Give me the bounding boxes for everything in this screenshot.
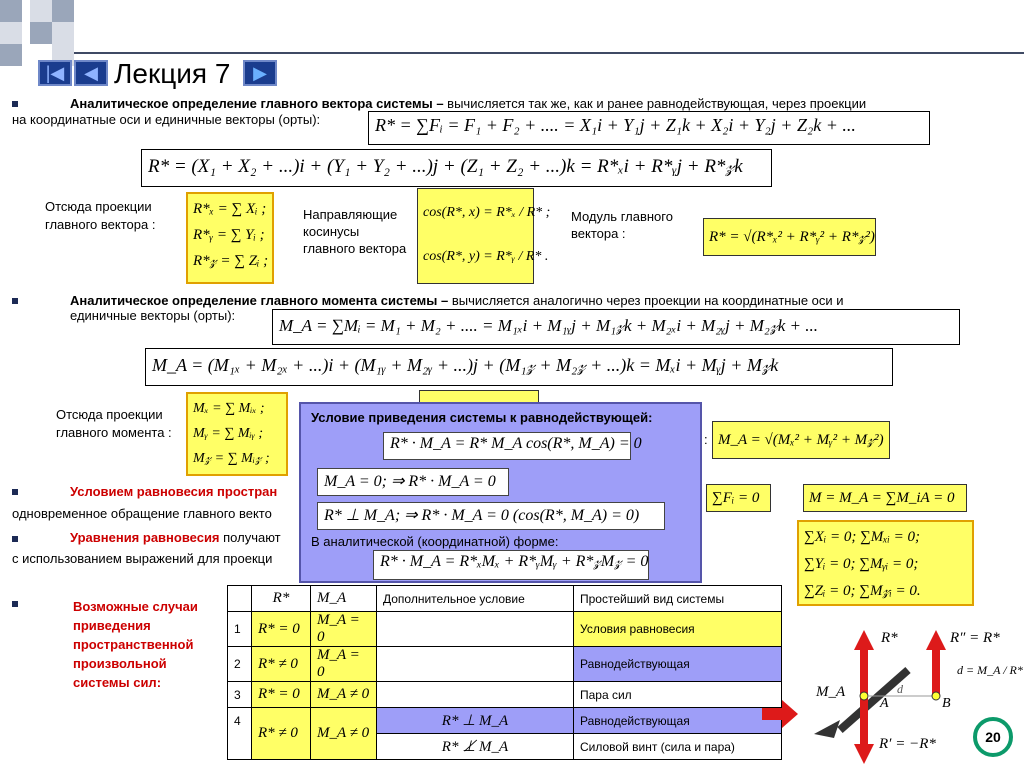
proj-z: R*𝓏 = ∑ Zᵢ ; <box>193 253 269 269</box>
table-cell: R* = 0 <box>252 682 311 708</box>
main-vector-sum-formula: R* = ∑Fᵢ = F₁ + F₂ + .... = X₁i + Y₁j + Z₁k + X₂i + Y₂j + Z₂k + ... <box>368 111 930 145</box>
bullet <box>12 536 18 542</box>
table-cell: Пара сил <box>574 682 782 708</box>
table-cell: 1 <box>228 612 252 647</box>
main-vector-grouped-formula: R* = (X₁ + X₂ + ...)i + (Y₁ + Y₂ + ...)j + (Z₁ + Z₂ + ...)k = R*ₓi + R*ᵧj + R*𝓏k <box>141 149 772 187</box>
eq-y: ∑Yᵢ = 0; ∑Mᵧᵢ = 0; <box>804 556 919 572</box>
proj-x: R*ₓ = ∑ Xᵢ ; <box>193 201 267 217</box>
cos-x: cos(R*, x) = R*ₓ / R* ; <box>423 205 551 220</box>
panel-formula-4: R* · M_A = R*ₓMₓ + R*ᵧMᵧ + R*𝓏M𝓏 = 0 <box>373 550 649 580</box>
table-row <box>228 647 782 682</box>
table-cell: M_A ≠ 0 <box>311 708 377 760</box>
table-row <box>228 708 782 734</box>
table-cell: 4 <box>228 708 252 760</box>
m-a-label: M_A <box>816 684 846 700</box>
r-star-arrowhead-icon <box>854 630 874 650</box>
point-a-label: A <box>880 696 889 711</box>
cases-label-line: пространственной <box>73 637 194 652</box>
cases-label-line: системы сил: <box>73 675 162 690</box>
section1-line2: на координатные оси и единичные векторы (орты): <box>12 112 321 127</box>
moment-arrowhead-icon <box>814 720 840 738</box>
panel-formula-2: M_A = 0; ⇒ R* · M_A = 0 <box>317 468 509 496</box>
section3-line2: одновременное обращение главного векто <box>12 506 272 521</box>
bullet <box>12 101 18 107</box>
table-cell: M_A = 0 <box>311 612 377 647</box>
table-header: Простейший вид системы <box>574 586 782 612</box>
cases-label-line: приведения <box>73 618 151 633</box>
point-a <box>860 692 868 700</box>
point-b <box>932 692 940 700</box>
main-moment-sum-formula: M_A = ∑Mᵢ = M₁ + M₂ + .... = M₁ₓi + M₁ᵧj + M₁𝓏k + M₂ₓi + M₂ᵧj + M₂𝓏k + ... <box>272 309 960 345</box>
section4-rest: получают <box>219 530 281 545</box>
mproj-x: Mₓ = ∑ Mᵢₓ ; <box>193 401 265 416</box>
r-prime-shaft <box>860 696 868 746</box>
moment-modulus-box: M_A = √(Mₓ² + Mᵧ² + M𝓏²) <box>712 421 890 459</box>
panel-coord-label: В аналитической (координатной) форме: <box>311 534 559 549</box>
section4-line2: с использованием выражений для проекци <box>12 551 273 566</box>
resultant-condition-panel <box>299 402 702 583</box>
section3-heading: Условием равновесия простран <box>70 484 278 499</box>
table-header <box>228 586 252 612</box>
mproj-y: Mᵧ = ∑ Mᵢᵧ ; <box>193 426 264 441</box>
modulus-label: Модуль главного вектора : <box>571 209 673 241</box>
moment-sum-box: M = M_A = ∑M_iA = 0 <box>803 484 967 512</box>
r-double-arrowhead-icon <box>926 630 946 650</box>
table-cell: 3 <box>228 682 252 708</box>
corner-square <box>30 22 52 44</box>
table-cell: R* = 0 <box>252 612 311 647</box>
vector-projections-label: Отсюда проекции главного вектора : <box>45 199 156 232</box>
bullet <box>12 298 18 304</box>
direction-cosines-label: Направляющие косинусы главного вектора <box>303 207 407 256</box>
section1-text <box>70 96 970 112</box>
point-b-label: B <box>942 696 951 711</box>
mproj-z: M𝓏 = ∑ Mᵢ𝓏 ; <box>193 451 270 466</box>
corner-square <box>0 44 22 66</box>
corner-square <box>52 0 74 22</box>
prev-slide-button[interactable]: ◀ <box>74 60 108 86</box>
page-number-badge: 20 <box>973 717 1013 757</box>
direction-cosines-box <box>417 188 551 284</box>
table-cell: R* ≠ 0 <box>252 647 311 682</box>
main-moment-grouped-formula: M_A = (M₁ₓ + M₂ₓ + ...)i + (M₁ᵧ + M₂ᵧ + ...)j + (M₁𝓏 + M₂𝓏 + ...)k = Mₓi + Mᵧj + M𝓏k <box>145 348 893 386</box>
vector-projections-box <box>186 192 274 284</box>
vector-modulus-box: R* = √(R*ₓ² + R*ᵧ² + R*𝓏²) <box>703 218 876 256</box>
proj-y: R*ᵧ = ∑ Yᵢ ; <box>193 227 265 243</box>
table-cell: R* ⊥ M_A <box>377 708 574 734</box>
corner-square <box>0 22 22 44</box>
moment-projections-box <box>186 392 288 476</box>
equilibrium-equations-box <box>797 520 974 606</box>
table-cell: R* ≠ 0 <box>252 708 311 760</box>
section1-heading: Аналитическое определение главного вектора системы – <box>70 96 444 111</box>
table-cell: M_A ≠ 0 <box>311 682 377 708</box>
table-cell: 2 <box>228 647 252 682</box>
section2-rest: вычисляется аналогично через проекции на координатные оси и <box>448 293 844 308</box>
section2-text <box>70 293 970 309</box>
panel-formula-1: R* · M_A = R* M_A cos(R*, M_A) = 0 <box>383 432 631 460</box>
panel-title: Условие приведения системы к равнодействующей: <box>311 410 653 425</box>
table-header: M_A <box>311 586 377 612</box>
table-row <box>228 682 782 708</box>
table-cell: M_A = 0 <box>311 647 377 682</box>
table-header: R* <box>252 586 311 612</box>
corner-square <box>30 0 52 22</box>
next-slide-button[interactable]: ▶ <box>243 60 277 86</box>
table-cell: Условия равновесия <box>574 612 782 647</box>
force-sum-box: ∑Fᵢ = 0 <box>706 484 771 512</box>
cases-label-line: произвольной <box>73 656 167 671</box>
corner-square <box>52 22 74 44</box>
first-slide-button[interactable]: |◀ <box>38 60 72 86</box>
cases-label-line: Возможные случаи <box>73 599 198 614</box>
r-double-shaft <box>932 648 940 696</box>
colon: : <box>704 432 708 447</box>
d-formula: d = M_A / R* <box>957 663 1023 677</box>
slide-title: Лекция 7 <box>114 58 231 89</box>
section2-line2: единичные векторы (орты): <box>70 308 236 323</box>
section2-heading: Аналитическое определение главного момента системы – <box>70 293 449 308</box>
corner-square <box>0 0 22 22</box>
table-cell <box>377 612 574 647</box>
table-cell: Равнодействующая <box>574 708 782 734</box>
table-header-row <box>228 586 782 612</box>
d-label: d <box>897 682 903 696</box>
moment-projections-label: Отсюда проекции главного момента : <box>56 407 172 440</box>
table-row <box>228 612 782 647</box>
cases-label <box>73 597 198 692</box>
header-line <box>74 52 1024 54</box>
section4-text <box>70 530 281 546</box>
r-star-shaft <box>860 648 868 696</box>
section1-rest: вычисляется так же, как и ранее равнодействующая, через проекции <box>443 96 867 111</box>
reduction-cases-table <box>227 585 782 760</box>
table-cell: Равнодействующая <box>574 647 782 682</box>
r-double-label: R″ = R* <box>950 630 1000 646</box>
table-cell <box>377 647 574 682</box>
eq-x: ∑Xᵢ = 0; ∑Mₓᵢ = 0; <box>804 529 921 545</box>
r-prime-label: R′ = −R* <box>879 736 936 752</box>
section4-heading: Уравнения равновесия <box>70 530 220 545</box>
r-star-label: R* <box>881 630 898 646</box>
table-cell: R* ⊥̸ M_A <box>377 734 574 760</box>
table-cell: Силовой винт (сила и пара) <box>574 734 782 760</box>
r-prime-arrowhead-icon <box>854 744 874 764</box>
eq-z: ∑Zᵢ = 0; ∑M𝓏ᵢ = 0. <box>804 583 921 599</box>
cos-y: cos(R*, y) = R*ᵧ / R* . <box>423 249 549 264</box>
table-header: Дополнительное условие <box>377 586 574 612</box>
table-cell <box>377 682 574 708</box>
bullet <box>12 601 18 607</box>
bullet <box>12 489 18 495</box>
panel-formula-3: R* ⊥ M_A; ⇒ R* · M_A = 0 (cos(R*, M_A) = 0) <box>317 502 665 530</box>
moment-vector-bar <box>840 670 908 730</box>
